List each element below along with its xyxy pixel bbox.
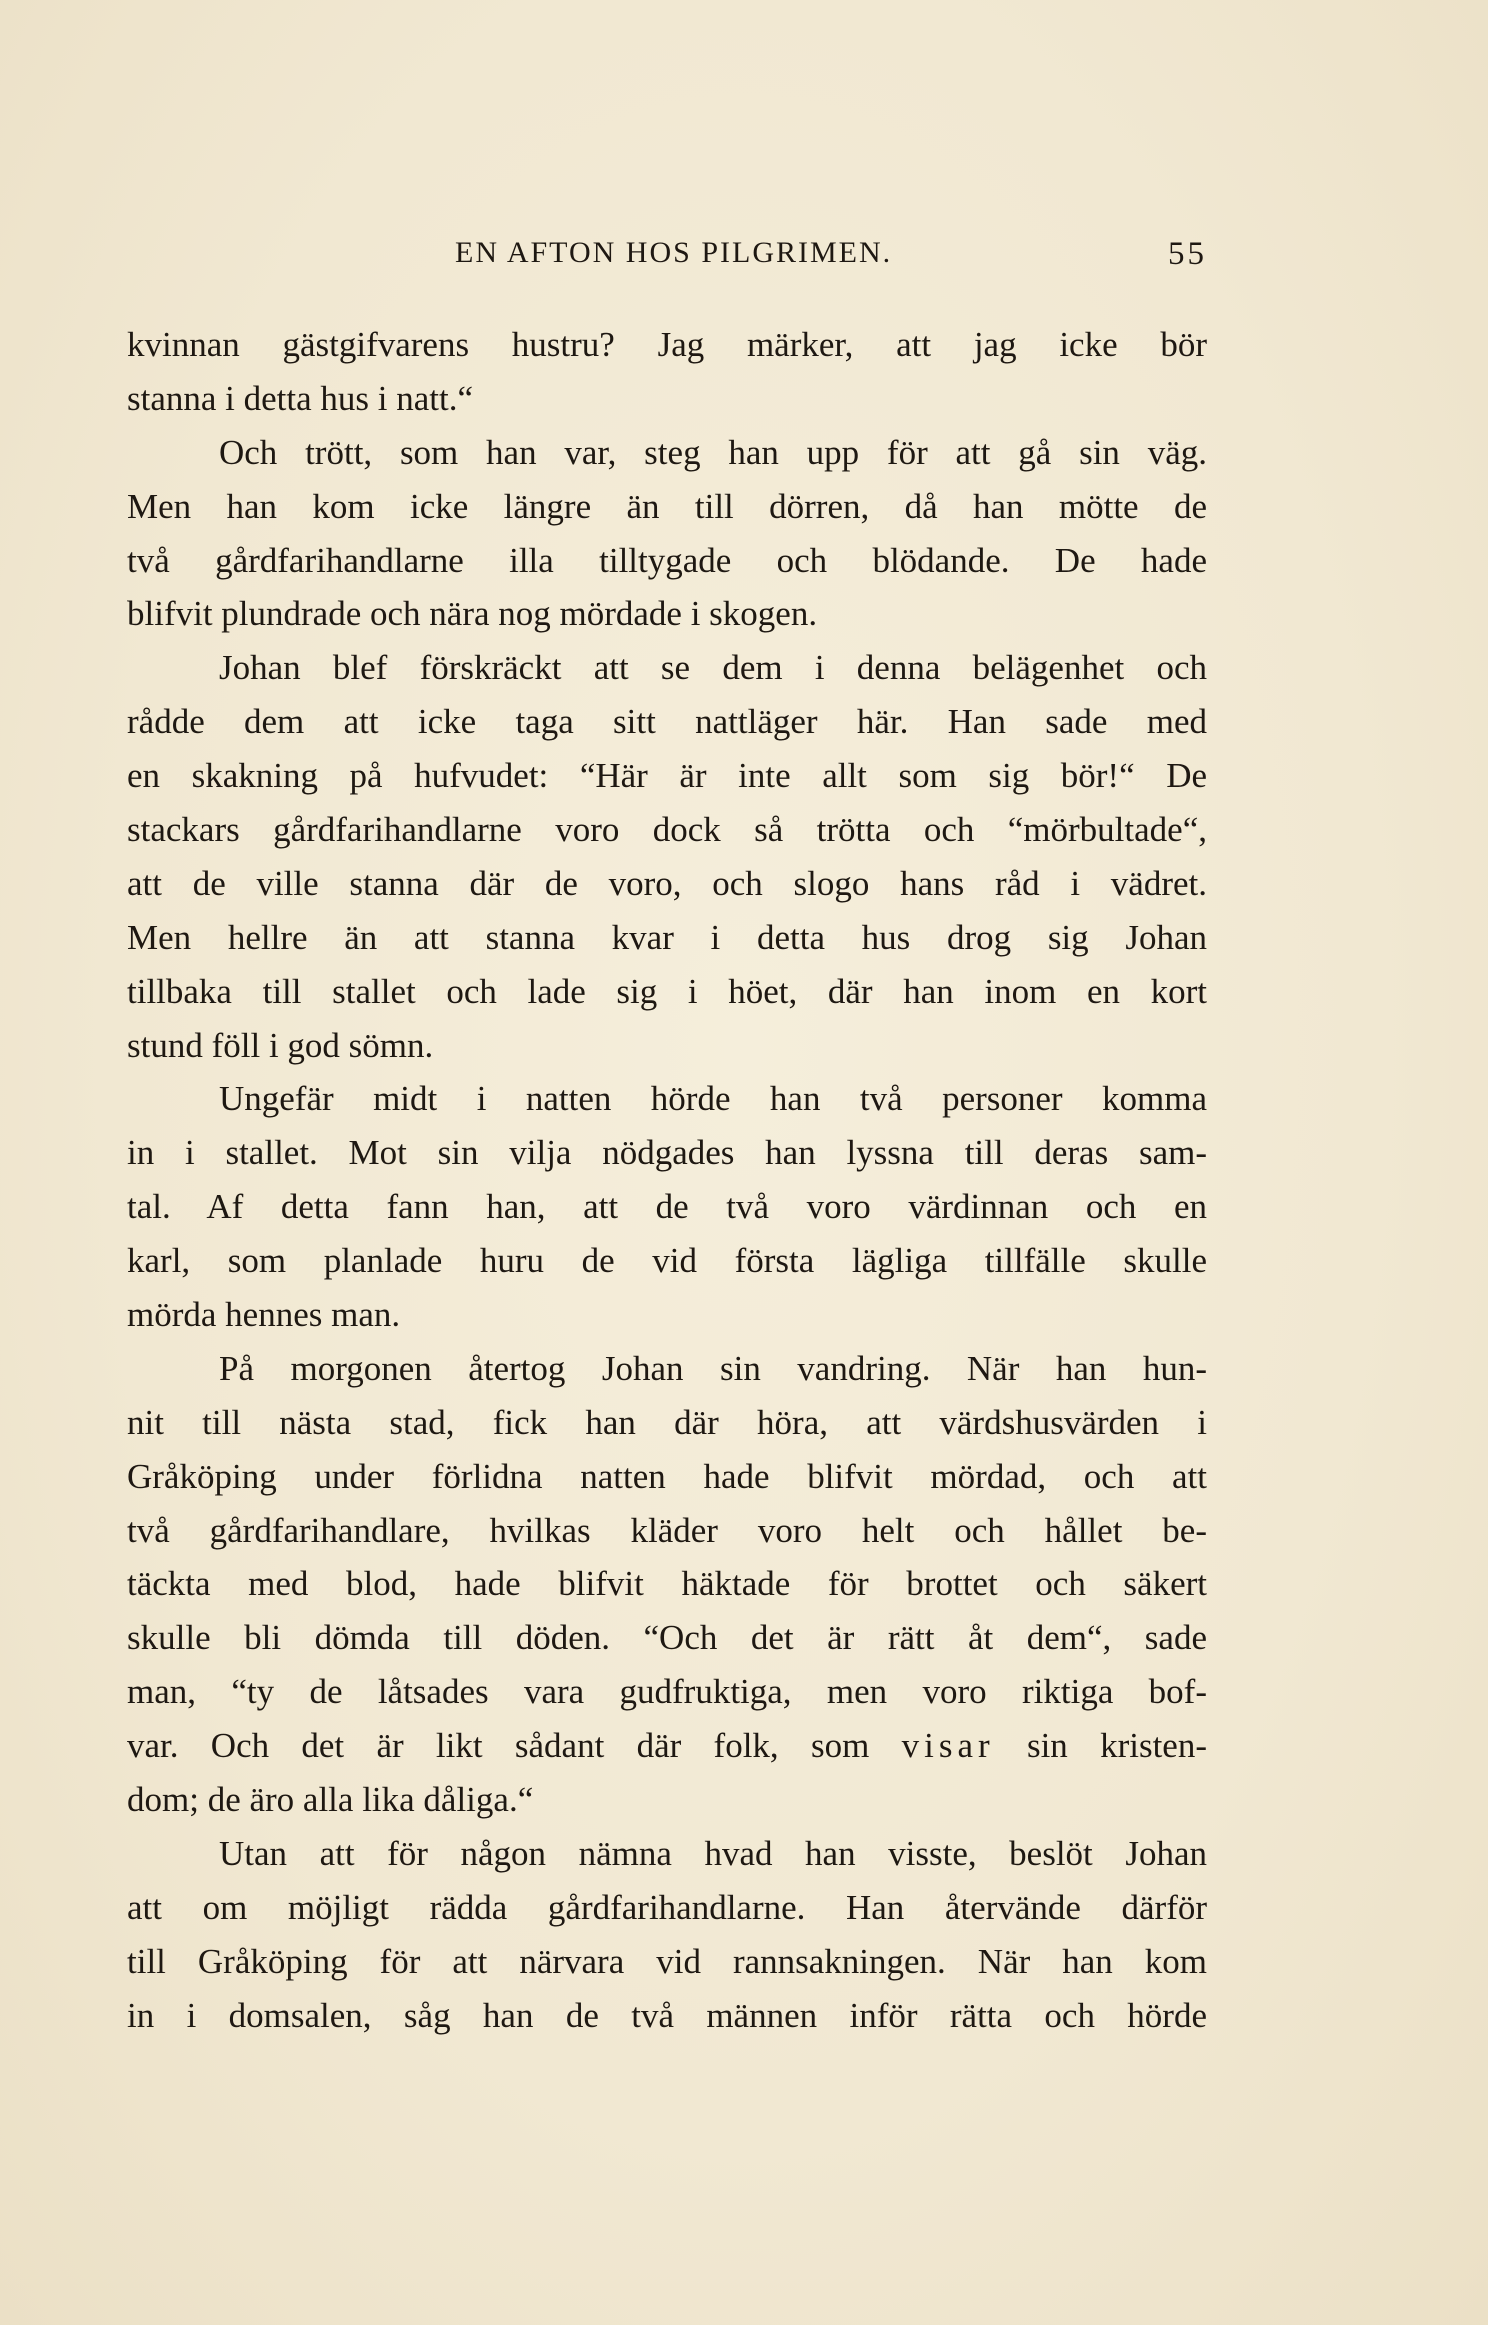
- text-line-with-emphasis: var. Och det är likt sådant där folk, som visar sin kristen-: [127, 1726, 1207, 1766]
- text-line: skulle bli dömda till döden. “Och det är rätt åt dem“, sade: [127, 1618, 1207, 1658]
- text-line: två gårdfarihandlare, hvilkas kläder voro helt och hållet be-: [127, 1510, 1207, 1550]
- text-line: kvinnan gästgifvarens hustru? Jag märker, att jag icke bör: [127, 325, 1207, 364]
- page-header: [127, 236, 1207, 286]
- text-line: in i domsalen, såg han de två männen inför rätta och hörde: [127, 1995, 1207, 2035]
- text-line: stanna i detta hus i natt.“: [127, 378, 474, 418]
- body-text: [127, 318, 1207, 2043]
- running-head: EN AFTON HOS PILGRIMEN.: [455, 236, 893, 269]
- paragraph-start-line: Och trött, som han var, steg han upp för att gå sin väg.: [219, 432, 1207, 472]
- paragraph-start-line: Utan att för någon nämna hvad han visste, beslöt Johan: [219, 1833, 1207, 1873]
- text-line: blifvit plundrade och nära nog mördade i skogen.: [127, 594, 818, 634]
- text-line: tillbaka till stallet och lade sig i höet, där han inom en kort: [127, 971, 1207, 1011]
- text-line: man, “ty de låtsades vara gudfruktiga, men voro riktiga bof-: [127, 1672, 1207, 1712]
- text-line: Gråköping under förlidna natten hade blifvit mördad, och att: [127, 1456, 1207, 1496]
- text-line: att om möjligt rädda gårdfarihandlarne. Han återvände därför: [127, 1887, 1207, 1927]
- text-line: rådde dem att icke taga sitt nattläger här. Han sade med: [127, 702, 1207, 742]
- paragraph-start-line: Ungefär midt i natten hörde han två personer komma: [219, 1079, 1207, 1119]
- text-line: två gårdfarihandlarne illa tilltygade och blödande. De hade: [127, 540, 1207, 580]
- text-line: tal. Af detta fann han, att de två voro värdinnan och en: [127, 1187, 1207, 1227]
- text-line: in i stallet. Mot sin vilja nödgades han lyssna till deras sam-: [127, 1133, 1207, 1173]
- text-line: karl, som planlade huru de vid första lägliga tillfälle skulle: [127, 1241, 1207, 1281]
- text-line: Men han kom icke längre än till dörren, då han mötte de: [127, 486, 1207, 526]
- text-line: att de ville stanna där de voro, och slogo hans råd i vädret.: [127, 863, 1207, 903]
- page-number: 55: [1168, 236, 1207, 272]
- paragraph-start-line: Johan blef förskräckt att se dem i denna belägenhet och: [219, 648, 1207, 688]
- text-line: mörda hennes man.: [127, 1295, 401, 1335]
- text-line: stackars gårdfarihandlarne voro dock så trötta och “mörbultade“,: [127, 810, 1207, 850]
- text-line: dom; de äro alla lika dåliga.“: [127, 1780, 534, 1820]
- text-line: täckta med blod, hade blifvit häktade för brottet och säkert: [127, 1564, 1207, 1604]
- paragraph-start-line: På morgonen återtog Johan sin vandring. När han hun-: [219, 1348, 1207, 1388]
- spaced-emphasis-word: visar: [901, 1726, 995, 1766]
- text-line: till Gråköping för att närvara vid rannsakningen. När han kom: [127, 1941, 1207, 1981]
- text-line: en skakning på hufvudet: “Här är inte allt som sig bör!“ De: [127, 756, 1207, 796]
- text-line: Men hellre än att stanna kvar i detta hus drog sig Johan: [127, 917, 1207, 957]
- text-line: nit till nästa stad, fick han där höra, att värdshusvärden i: [127, 1402, 1207, 1442]
- text-line: stund föll i god sömn.: [127, 1025, 434, 1065]
